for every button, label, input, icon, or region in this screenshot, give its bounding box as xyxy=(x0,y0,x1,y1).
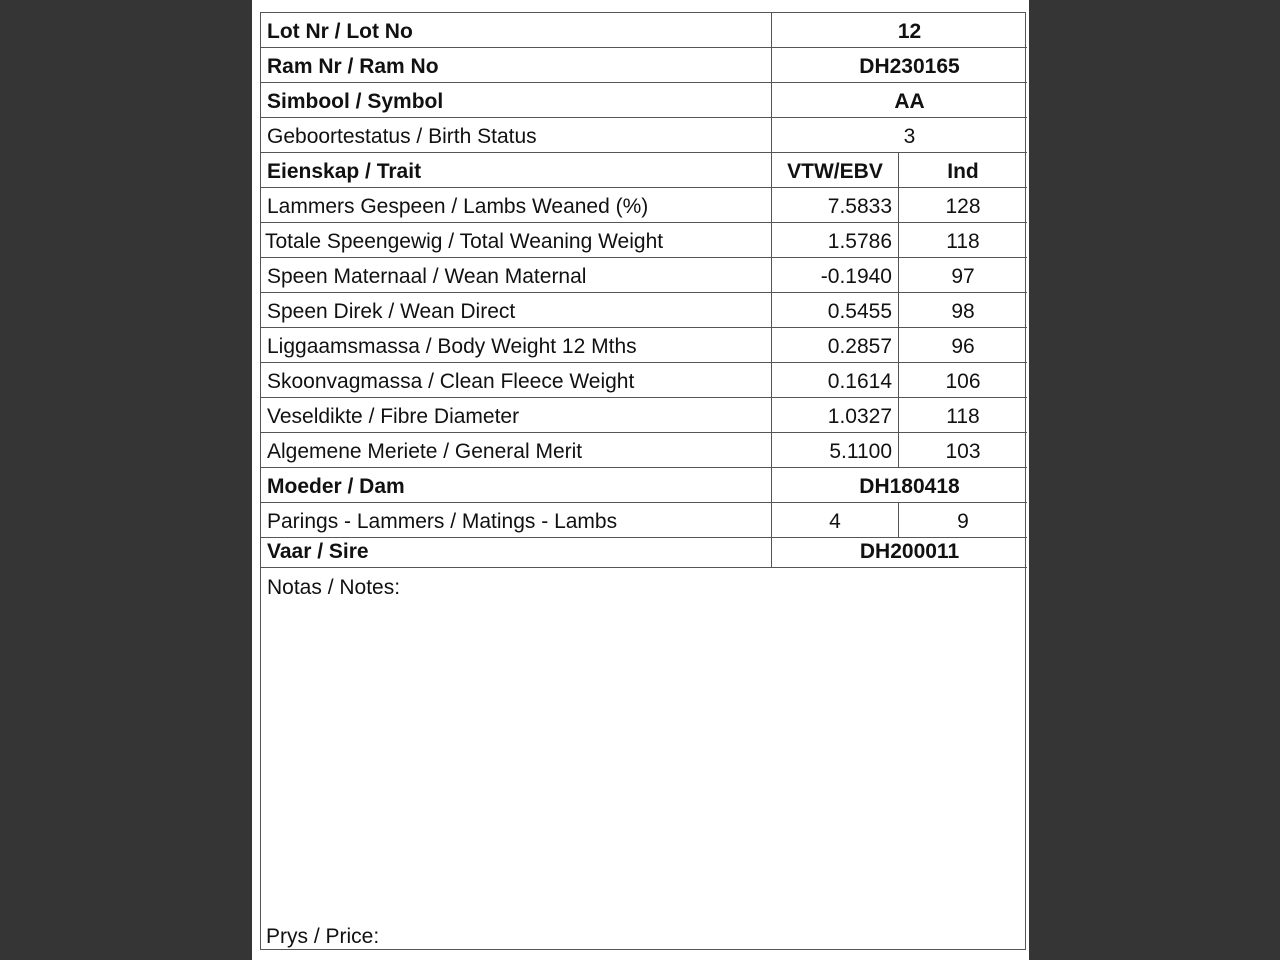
dam-value: DH180418 xyxy=(859,475,960,498)
lot-row xyxy=(261,13,1027,48)
trait-ind: 96 xyxy=(951,335,975,358)
trait-ebv: 0.5455 xyxy=(772,293,899,327)
trait-ind: 98 xyxy=(951,300,975,323)
notes-area xyxy=(261,568,1025,949)
ind-column-header: Ind xyxy=(947,160,979,183)
trait-row xyxy=(261,363,1027,398)
dam-row xyxy=(261,468,1027,503)
trait-label: Speen Direk / Wean Direct xyxy=(261,293,772,327)
birth-status-row xyxy=(261,118,1027,153)
birth-status-label: Geboortestatus / Birth Status xyxy=(261,118,772,152)
trait-ebv: 7.5833 xyxy=(772,188,899,222)
sire-label: Vaar / Sire xyxy=(261,533,772,567)
trait-label: Speen Maternaal / Wean Maternal xyxy=(261,258,772,292)
trait-ebv: 5.1100 xyxy=(772,433,899,467)
trait-label: Liggaamsmassa / Body Weight 12 Mths xyxy=(261,328,772,362)
sire-value: DH200011 xyxy=(859,540,960,563)
trait-row xyxy=(261,188,1027,223)
price-label: Prys / Price: xyxy=(266,925,380,948)
trait-label: Skoonvagmassa / Clean Fleece Weight xyxy=(261,363,772,397)
trait-header-label: Eienskap / Trait xyxy=(261,153,772,187)
trait-row xyxy=(261,258,1027,293)
ram-value: DH230165 xyxy=(859,55,960,78)
trait-label: Totale Speengewig / Total Weaning Weight xyxy=(261,223,772,257)
lot-value: 12 xyxy=(897,20,922,43)
trait-ind: 118 xyxy=(946,230,980,253)
trait-header-row xyxy=(261,153,1027,188)
trait-ebv: 0.2857 xyxy=(772,328,899,362)
trait-label: Veseldikte / Fibre Diameter xyxy=(261,398,772,432)
ebv-column-header: VTW/EBV xyxy=(772,153,899,187)
dam-label: Moeder / Dam xyxy=(261,468,772,502)
trait-ebv: 1.5786 xyxy=(772,223,899,257)
trait-ind: 118 xyxy=(946,405,980,428)
trait-ind: 103 xyxy=(945,440,981,463)
symbol-value: AA xyxy=(894,90,925,113)
trait-row xyxy=(261,293,1027,328)
ram-row xyxy=(261,48,1027,83)
lot-sheet xyxy=(260,12,1026,950)
symbol-label: Simbool / Symbol xyxy=(261,83,772,117)
lambs-value: 9 xyxy=(957,510,969,533)
notes-label: Notas / Notes: xyxy=(267,576,401,599)
sire-row xyxy=(261,533,1027,568)
trait-ind: 106 xyxy=(945,370,981,393)
matings-label: Parings - Lammers / Matings - Lambs xyxy=(261,503,772,537)
trait-ind: 128 xyxy=(945,195,981,218)
document-page xyxy=(252,0,1029,960)
trait-ebv: -0.1940 xyxy=(772,258,899,292)
trait-row xyxy=(261,433,1027,468)
birth-status-value: 3 xyxy=(903,125,916,148)
trait-label: Algemene Meriete / General Merit xyxy=(261,433,772,467)
trait-ind: 97 xyxy=(951,265,975,288)
symbol-row xyxy=(261,83,1027,118)
trait-row xyxy=(261,398,1027,433)
trait-ebv: 0.1614 xyxy=(772,363,899,397)
trait-row xyxy=(261,328,1027,363)
ram-label: Ram Nr / Ram No xyxy=(261,48,772,82)
lot-label: Lot Nr / Lot No xyxy=(261,13,772,47)
trait-ebv: 1.0327 xyxy=(772,398,899,432)
trait-row xyxy=(261,223,1027,258)
matings-value: 4 xyxy=(772,503,899,537)
trait-label: Lammers Gespeen / Lambs Weaned (%) xyxy=(261,188,772,222)
